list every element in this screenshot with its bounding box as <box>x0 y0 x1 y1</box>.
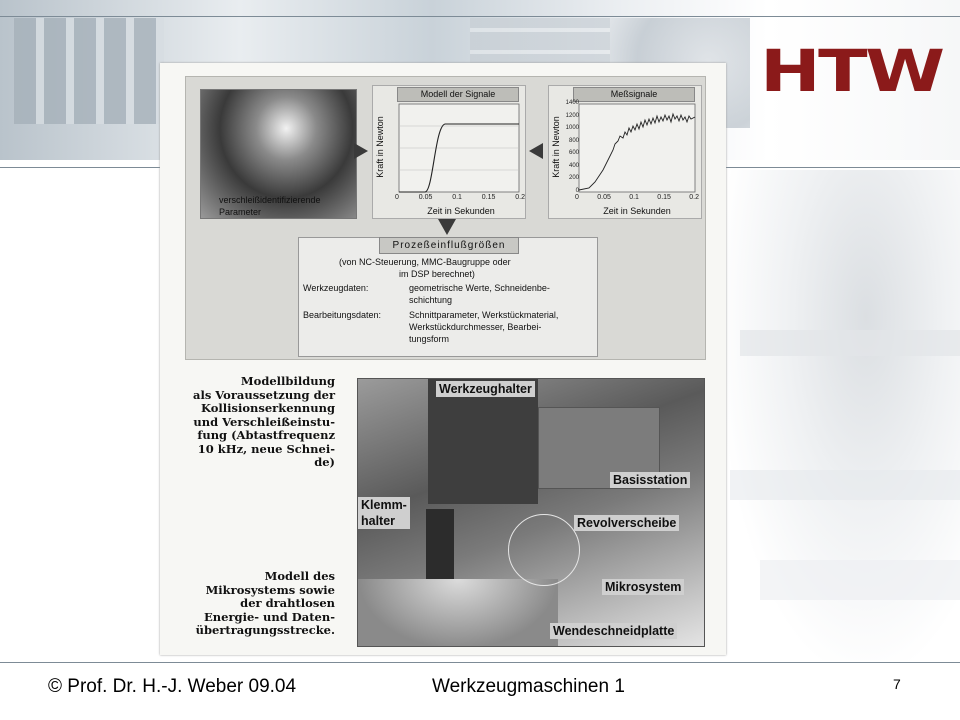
arrow-right-icon <box>354 143 368 159</box>
signal-model-diagram <box>185 76 706 360</box>
microsystem-photo <box>357 378 705 647</box>
label-wendeschneidplatte: Wendeschneidplatte <box>550 623 677 639</box>
clamp-holder-stem <box>426 509 454 579</box>
workpiece-surface <box>358 579 558 647</box>
label-werkzeughalter: Werkzeughalter <box>436 381 535 397</box>
background-stripe <box>760 560 960 600</box>
caption-model: Modellbildung als Voraussetzung der Kollisionserkennung und Verschleißeinstu- fung (Abtastfrequenz 10 kHz, neue Schnei- de) <box>193 374 335 469</box>
process-parameters-title: Prozeßeinflußgrößen <box>379 237 519 254</box>
plot-title: Modell der Signale <box>397 87 519 102</box>
plot-xlabel: Zeit in Sekunden <box>603 206 671 216</box>
caption-microsystem: Modell des Mikrosystems sowie der drahtlosen Energie- und Daten- übertragungsstrecke. <box>195 569 335 637</box>
tool-label: verschleißidentifizierende Parameter <box>219 195 321 217</box>
tool-holder-block <box>428 379 538 504</box>
plot-model-signals <box>372 85 526 219</box>
plot-ylabel: Kraft in Newton <box>374 116 385 178</box>
arrow-down-icon <box>438 219 456 235</box>
footer-rule <box>0 662 960 663</box>
plot-ylabel: Kraft in Newton <box>550 116 561 178</box>
microsystem-highlight-circle <box>508 514 580 586</box>
label-revolverscheibe: Revolverscheibe <box>574 515 679 531</box>
footer-course: Werkzeugmaschinen 1 <box>432 676 625 697</box>
x-tick-labels: 0 0.05 0.1 0.15 0.2 <box>395 194 525 201</box>
header-rule-top <box>0 16 960 17</box>
tool-wear-image <box>200 89 357 219</box>
htw-logo: HTW <box>760 37 943 105</box>
background-stripe <box>730 470 960 500</box>
arrow-left-icon <box>529 143 543 159</box>
background-stripe <box>740 330 960 356</box>
page-number: 7 <box>893 676 901 692</box>
y-tick-labels: 0 200 400 600 800 1000 1200 1400 <box>565 100 579 194</box>
building-photo-left <box>14 18 164 124</box>
label-basisstation: Basisstation <box>610 472 690 488</box>
scanned-page <box>160 63 726 655</box>
process-parameters-box: Prozeßeinflußgrößen (von NC-Steuerung, MMC-Baugruppe oder im DSP berechnet) Werkzeugdaten: geometrische Werte, Schneidenbe- schichtung Bearbeitungsdaten: Schnittparameter, Werkstückmaterial, Werkstückdurchmesser, Bearbei- tungsform <box>298 237 598 357</box>
plot-title: Meßsignale <box>573 87 695 102</box>
label-mikrosystem: Mikrosystem <box>602 579 684 595</box>
label-klemmhalter: Klemm- halter <box>358 497 410 529</box>
plot-measured-signals <box>548 85 702 219</box>
plot-xlabel: Zeit in Sekunden <box>427 206 495 216</box>
footer-author: © Prof. Dr. H.-J. Weber 09.04 <box>48 676 297 697</box>
x-tick-labels: 0 0.05 0.1 0.15 0.2 <box>575 194 699 201</box>
